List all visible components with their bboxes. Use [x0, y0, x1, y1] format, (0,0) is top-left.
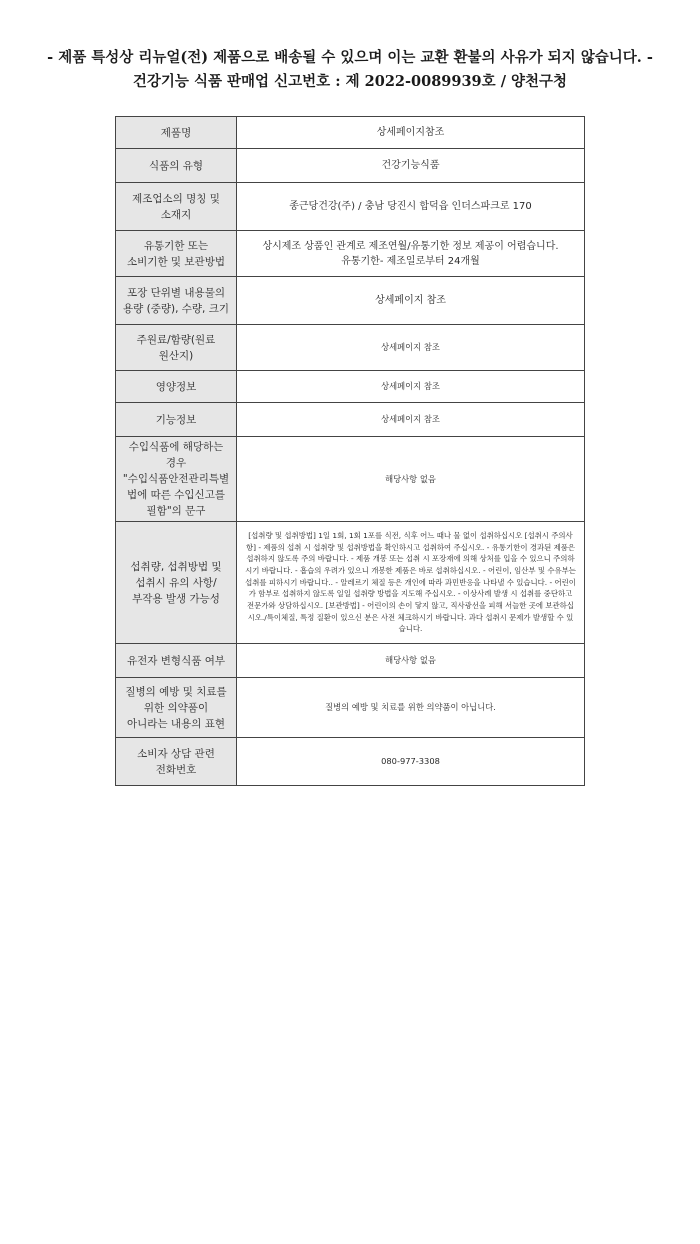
row-value-not-medicine: 질병의 예방 및 치료를 위한 의약품이 아닙니다.	[237, 678, 585, 738]
row-label-package-capacity: 포장 단위별 내용물의 용량 (중량), 수량, 크기	[116, 277, 237, 325]
row-label-consumer-phone: 소비자 상담 관련 전화번호	[116, 738, 237, 786]
expiry-period-line: 유통기한- 제조일로부터 24개월	[341, 255, 480, 267]
table-row	[116, 371, 585, 403]
row-label-import-notice: 수입식품에 해당하는 경우 "수입식품안전관리특별법에 따른 수입신고를 필함"의 문구	[116, 437, 237, 522]
row-label-expiry-storage: 유통기한 또는 소비기한 및 보관방법	[116, 231, 237, 277]
notice-registration-number: 건강기능 식품 판매업 신고번호 : 제 2022-0089939호 / 양천구청	[132, 73, 568, 90]
row-label-not-medicine: 질병의 예방 및 치료를 위한 의약품이 아니라는 내용의 표현	[116, 678, 237, 738]
row-value-main-ingredients: 상세페이지 참조	[237, 325, 585, 371]
row-value-function: 상세페이지 참조	[237, 403, 585, 437]
notice-header	[0, 46, 700, 94]
row-value-product-name: 상세페이지참조	[237, 117, 585, 149]
row-label-food-type: 식품의 유형	[116, 149, 237, 183]
row-value-manufacturer: 종근당건강(주) / 충남 당진시 합덕읍 인더스파크로 170	[237, 183, 585, 231]
row-label-main-ingredients: 주원료/함량(원료 원산지)	[116, 325, 237, 371]
row-label-function: 기능정보	[116, 403, 237, 437]
table-row	[116, 678, 585, 738]
table-row	[116, 277, 585, 325]
table-row	[116, 117, 585, 149]
table-row	[116, 644, 585, 678]
table-row	[116, 437, 585, 522]
row-value-food-type: 건강기능식품	[237, 149, 585, 183]
row-value-gmo: 해당사항 없음	[237, 644, 585, 678]
product-info-table	[115, 116, 585, 786]
row-label-nutrition: 영양정보	[116, 371, 237, 403]
notice-disclaimer: - 제품 특성상 리뉴얼(전) 제품으로 배송될 수 있으며 이는 교환 환불의 사유가 되지 않습니다. -	[47, 49, 653, 66]
table-row	[116, 149, 585, 183]
row-label-manufacturer: 제조업소의 명칭 및 소재지	[116, 183, 237, 231]
row-value-intake-precautions: [섭취량 및 섭취방법] 1일 1회, 1회 1포를 식전, 식후 어느 때나 물 없이 섭취하십시오 [섭취시 주의사항] - 제품의 섭취 시 섭취량 및 섭취방법을 확인하시고 섭취하여 주십시오. - 유통기한이 경과된 제품은 섭취하지 않도록 주의 바랍니다. - 제품 개봉 또는 섭취 시 포장재에 의해 상처를 입을 수 있으니 주의하시기 바랍니다. - 흡습의 우려가 있으니 개봉한 제품은 바로 섭취하십시오. - 어린이, 임산부 및 수유부는 섭취를 피하시기 바랍니다.. - 알레르기 체질 등은 개인에 따라 과민반응을 나타낼 수 있습니다. - 어린이가 함부로 섭취하지 않도록 일일 섭취량 방법을 지도해 주십시오. - 이상사례 발생 시 섭취를 중단하고 전문가와 상담하십시오. [보관방법] - 어린이의 손이 닿지 않고, 직사광선을 피해 서늘한 곳에 보관하십시오./특이체질, 특정 질환이 있으신 분은 사전 체크하시기 바랍니다. 과다 섭취시 문제가 발생할 수 있습니다.	[237, 522, 585, 644]
table-row	[116, 738, 585, 786]
row-value-import-notice: 해당사항 없음	[237, 437, 585, 522]
table-row	[116, 522, 585, 644]
row-label-product-name: 제품명	[116, 117, 237, 149]
table-row	[116, 183, 585, 231]
row-label-gmo: 유전자 변형식품 여부	[116, 644, 237, 678]
row-value-consumer-phone: 080-977-3308	[237, 738, 585, 786]
expiry-info-line: 상시제조 상품인 관계로 제조연월/유통기한 정보 제공이 어렵습니다.	[262, 240, 559, 252]
table-row	[116, 325, 585, 371]
table-row	[116, 231, 585, 277]
table-row	[116, 403, 585, 437]
row-label-intake-precautions: 섭취량, 섭취방법 및 섭취시 유의 사항/부작용 발생 가능성	[116, 522, 237, 644]
row-value-expiry-storage	[237, 231, 585, 277]
row-value-nutrition: 상세페이지 참조	[237, 371, 585, 403]
row-value-package-capacity: 상세페이지 참조	[237, 277, 585, 325]
